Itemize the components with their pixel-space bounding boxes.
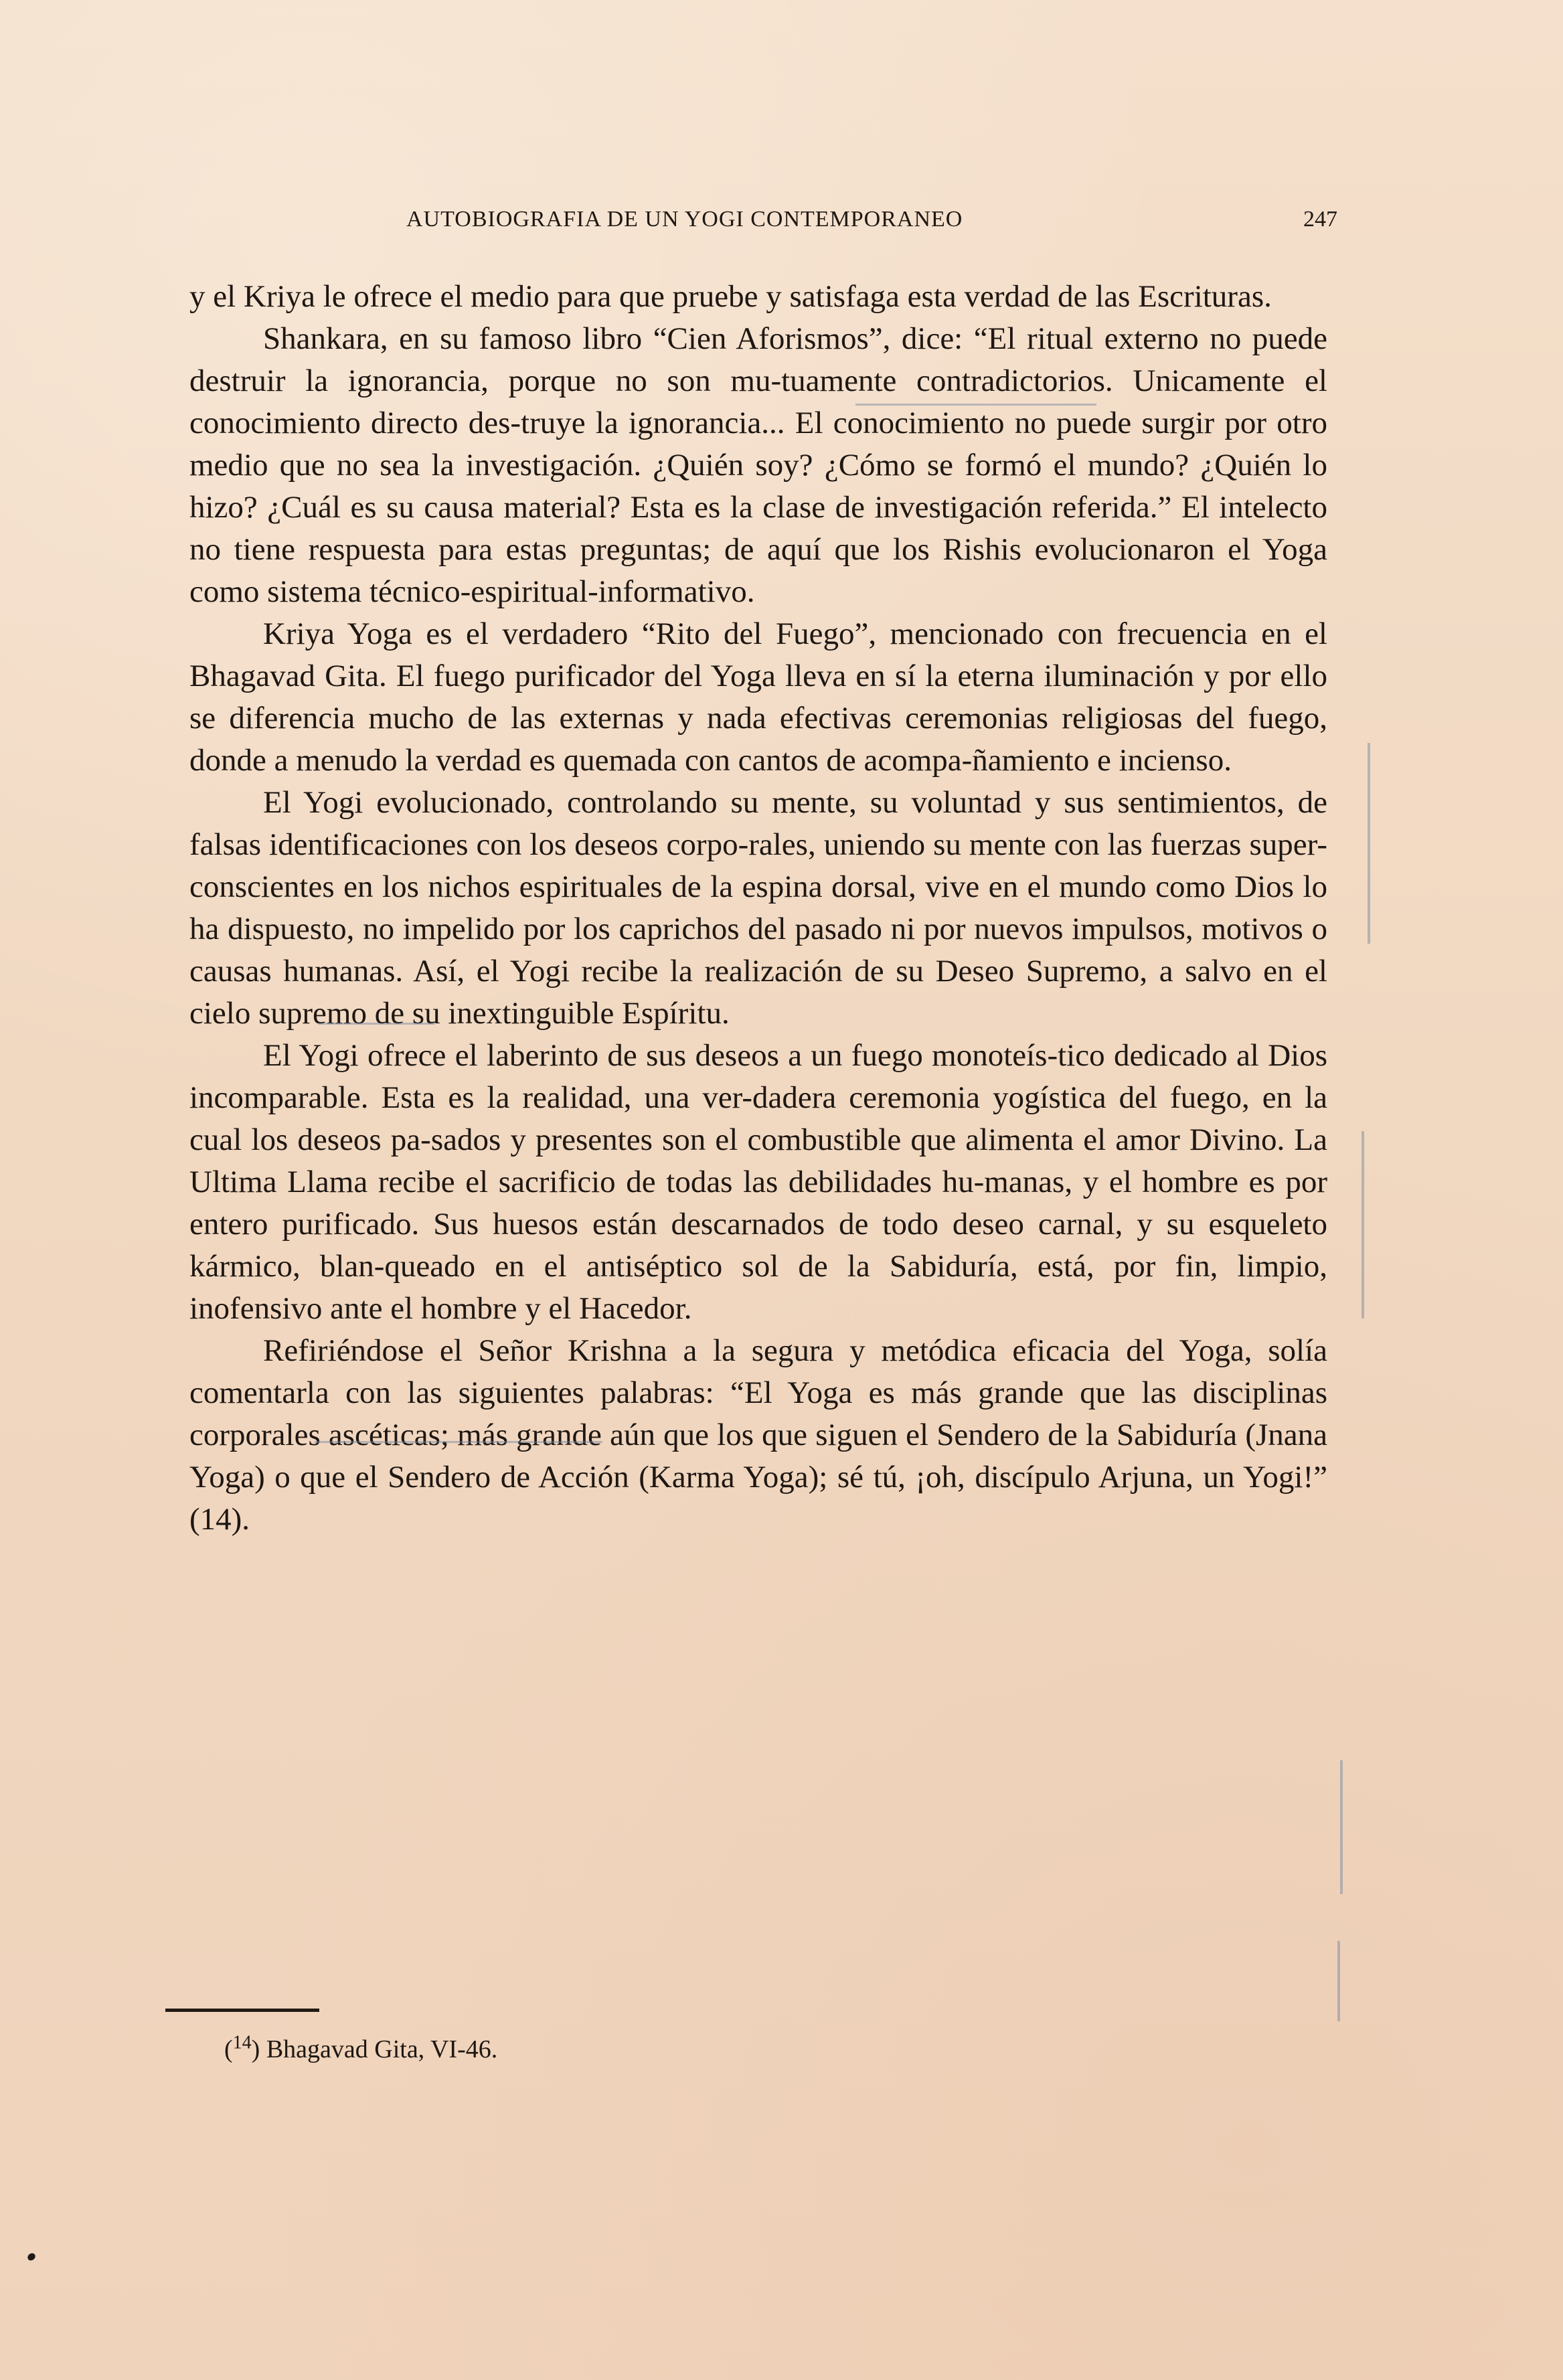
margin-line-3 bbox=[1340, 1760, 1343, 1894]
paragraph-4: El Yogi evolucionado, controlando su mente, su voluntad y sus sentimientos, de falsas identificaciones con los deseos corpo-rales, uniendo su mente con las fuerzas super-conscientes en los nichos espirituales de la espina dorsal, vive en el mundo como Dios lo ha dispuesto, no impelido por los caprichos del pasado ni por nuevos impulsos, motivos o causas humanas. Así, el Yogi recibe la realización de su Deseo Supremo, a salvo en el cielo supremo de su inextinguible Espíritu. bbox=[189, 785, 1327, 1031]
page-header bbox=[406, 199, 1337, 240]
margin-speck bbox=[26, 2251, 37, 2262]
paragraph-5: El Yogi ofrece el laberinto de sus deseos a un fuego monoteís-tico dedicado al Dios incomparable. Esta es la realidad, una ver-dadera ceremonia yogística del fuego, en la cual los deseos pa-sados y presentes son el combustible que alimenta el amor Divino. La Ultima Llama recibe el sacrificio de todas las debilidades hu-manas, y el hombre es por entero purificado. Sus huesos están descarnados de todo deseo carnal, y su esqueleto kármico, blan-queado en el antiséptico sol de la Sabiduría, está, por fin, limpio, inofensivo ante el hombre y el Hacedor. bbox=[189, 1038, 1327, 1326]
underline-yogi bbox=[318, 1023, 435, 1025]
paragraph-2: Shankara, en su famoso libro “Cien Aforismos”, dice: “El ritual externo no puede destruir la ignorancia, porque no son mu-tuamente contradictorios. Unicamente el conocimiento directo des-truye la ignorancia... El conocimiento no puede surgir por otro medio que no sea la investigación. ¿Quién soy? ¿Cómo se formó el mundo? ¿Quién lo hizo? ¿Cuál es su causa material? Esta es la clase de investigación referida.” El intelecto no tiene respuesta para estas preguntas; de aquí que los Rishis evolucionaron el Yoga como sistema técnico-espiritual-informativo. bbox=[189, 321, 1327, 609]
body-text bbox=[189, 276, 1327, 1541]
page-number: 247 bbox=[1303, 207, 1337, 232]
paragraph-3: Kriya Yoga es el verdadero “Rito del Fuego”, mencionado con frecuencia en el Bhagavad Gita. El fuego purificador del Yoga lleva en sí la eterna iluminación y por ello se diferencia mucho de las externas y nada efectivas ceremonias religiosas del fuego, donde a menudo la verdad es quemada con cantos de acompa-ñamiento e incienso. bbox=[189, 616, 1327, 778]
margin-line-2 bbox=[1362, 1131, 1364, 1319]
paragraph-1: y el Kriya le ofrece el medio para que pruebe y satisfaga esta verdad de las Escrituras. bbox=[189, 279, 1272, 314]
footnote-marker: 14 bbox=[232, 2032, 252, 2053]
footnote-text: Bhagavad Gita, VI-46. bbox=[266, 2035, 498, 2063]
margin-line-1 bbox=[1368, 743, 1370, 944]
margin-line-4 bbox=[1337, 1941, 1340, 2021]
running-title: AUTOBIOGRAFIA DE UN YOGI CONTEMPORANEO bbox=[406, 207, 963, 232]
footnote: ($^{14}$) Bhagavad Gita, VI-46. bbox=[224, 2032, 498, 2063]
paragraph-6: Refiriéndose el Señor Krishna a la segura y metódica eficacia del Yoga, solía comentarla con las siguientes palabras: “El Yoga es más grande que las disciplinas corporales ascéticas; más grande aún que los que siguen el Sendero de la Sabiduría (Jnana Yoga) o que el Sendero de Acción (Karma Yoga); sé tú, ¡oh, discípulo Arjuna, un Yogi!” (14). bbox=[189, 1333, 1327, 1537]
underline-aforismos bbox=[855, 404, 1096, 406]
underline-ceremonia bbox=[315, 1441, 602, 1443]
footnote-rule bbox=[165, 2009, 319, 2012]
